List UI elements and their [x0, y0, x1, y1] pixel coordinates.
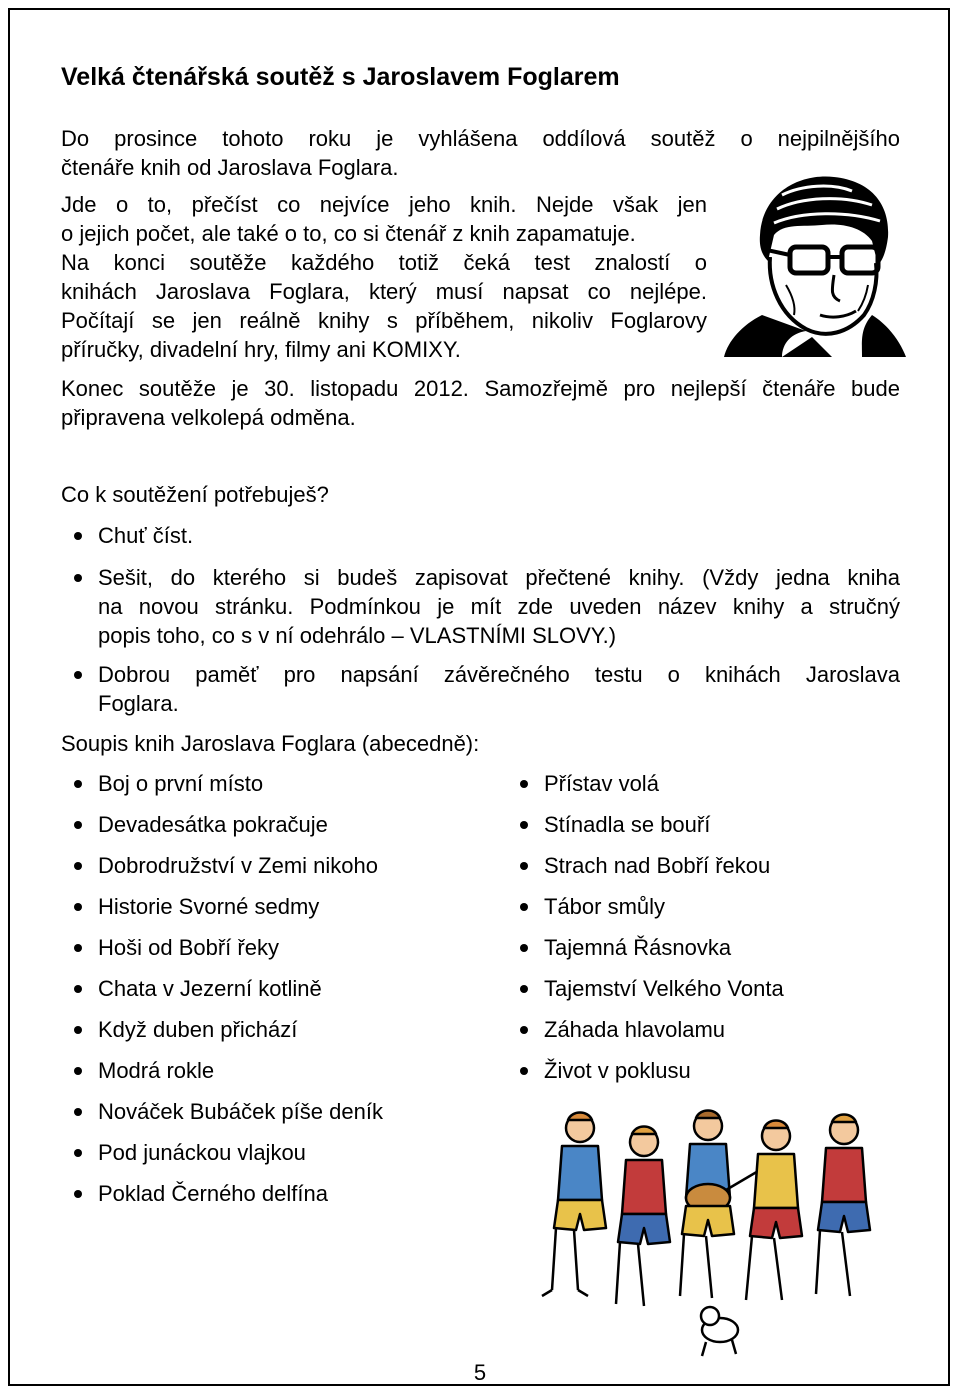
- books-list-left: [61, 769, 491, 1220]
- rules-line: Na konci soutěže každého totiž čeká test znalostí o: [61, 250, 707, 275]
- list-item: Modrá rokle: [61, 1056, 491, 1097]
- list-item: Poklad Černého delfína: [61, 1179, 491, 1220]
- rules-paragraph: [61, 190, 707, 364]
- list-item: Přístav volá: [507, 769, 907, 810]
- books-list-right: [507, 769, 907, 1097]
- list-item: Dobrodružství v Zemi nikoho: [61, 851, 491, 892]
- intro-line: čtenáře knih od Jaroslava Foglara.: [61, 155, 399, 180]
- needs-item-line: na novou stránku. Podmínkou je mít zde uveden název knihy a stručný: [98, 594, 900, 619]
- books-heading: Soupis knih Jaroslava Foglara (abecedně):: [61, 731, 480, 756]
- list-item: Nováček Bubáček píše deník: [61, 1097, 491, 1138]
- list-item: Stínadla se bouří: [507, 810, 907, 851]
- needs-list: [61, 660, 900, 718]
- list-item: Tajemná Řásnovka: [507, 933, 907, 974]
- needs-item-line: Sešit, do kterého si budeš zapisovat přečtené knihy. (Vždy jedna kniha: [98, 565, 900, 590]
- needs-list: [61, 563, 900, 650]
- list-item: Tajemství Velkého Vonta: [507, 974, 907, 1015]
- list-item: [61, 660, 900, 718]
- list-item: Hoši od Bobří řeky: [61, 933, 491, 974]
- intro-paragraph: [61, 124, 900, 153]
- needs-item-line: Dobrou paměť pro napsání závěrečného testu o knihách Jaroslava: [98, 662, 900, 687]
- intro-line: Do prosince tohoto roku je vyhlášena oddílová soutěž o nejpilnějšího: [61, 126, 900, 151]
- needs-item-line: popis toho, co s v ní odehrálo – VLASTNÍMI SLOVY.): [98, 623, 617, 648]
- list-item: Když duben přichází: [61, 1015, 491, 1056]
- deadline-line: připravena velkolepá odměna.: [61, 405, 356, 430]
- list-item: Chata v Jezerní kotlině: [61, 974, 491, 1015]
- rules-line: příručky, divadelní hry, filmy ani KOMIXY.: [61, 337, 461, 362]
- list-item: [61, 563, 900, 650]
- needs-item: Chuť číst.: [98, 523, 194, 548]
- list-item: Historie Svorné sedmy: [61, 892, 491, 933]
- list-item: Strach nad Bobří řekou: [507, 851, 907, 892]
- rules-line: knihách Jaroslava Foglara, který musí napsat co nejlépe.: [61, 279, 707, 304]
- list-item: Život v poklusu: [507, 1056, 907, 1097]
- foglar-portrait: [722, 165, 908, 357]
- rules-line: o jejich počet, ale také o to, co si čtenář z knih zapamatuje.: [61, 221, 636, 246]
- list-item: [61, 521, 900, 550]
- rules-line: Počítají se jen reálně knihy s příběhem, nikoliv Foglarovy: [61, 308, 707, 333]
- list-item: Pod junáckou vlajkou: [61, 1138, 491, 1179]
- needs-item-line: Foglara.: [98, 691, 179, 716]
- list-item: Devadesátka pokračuje: [61, 810, 491, 851]
- deadline-paragraph: [61, 374, 900, 432]
- list-item: Boj o první místo: [61, 769, 491, 810]
- rules-line: Jde o to, přečíst co nejvíce jeho knih. Nejde však jen: [61, 192, 707, 217]
- list-item: Tábor smůly: [507, 892, 907, 933]
- needs-heading: Co k soutěžení potřebuješ?: [61, 482, 329, 507]
- list-item: Záhada hlavolamu: [507, 1015, 907, 1056]
- page-number: 5: [473, 1360, 487, 1385]
- scouts-illustration: [540, 1090, 900, 1370]
- needs-list: [61, 521, 900, 550]
- page-title: Velká čtenářská soutěž s Jaroslavem Foglarem: [61, 63, 620, 91]
- deadline-line: Konec soutěže je 30. listopadu 2012. Samozřejmě pro nejlepší čtenáře bude: [61, 376, 900, 401]
